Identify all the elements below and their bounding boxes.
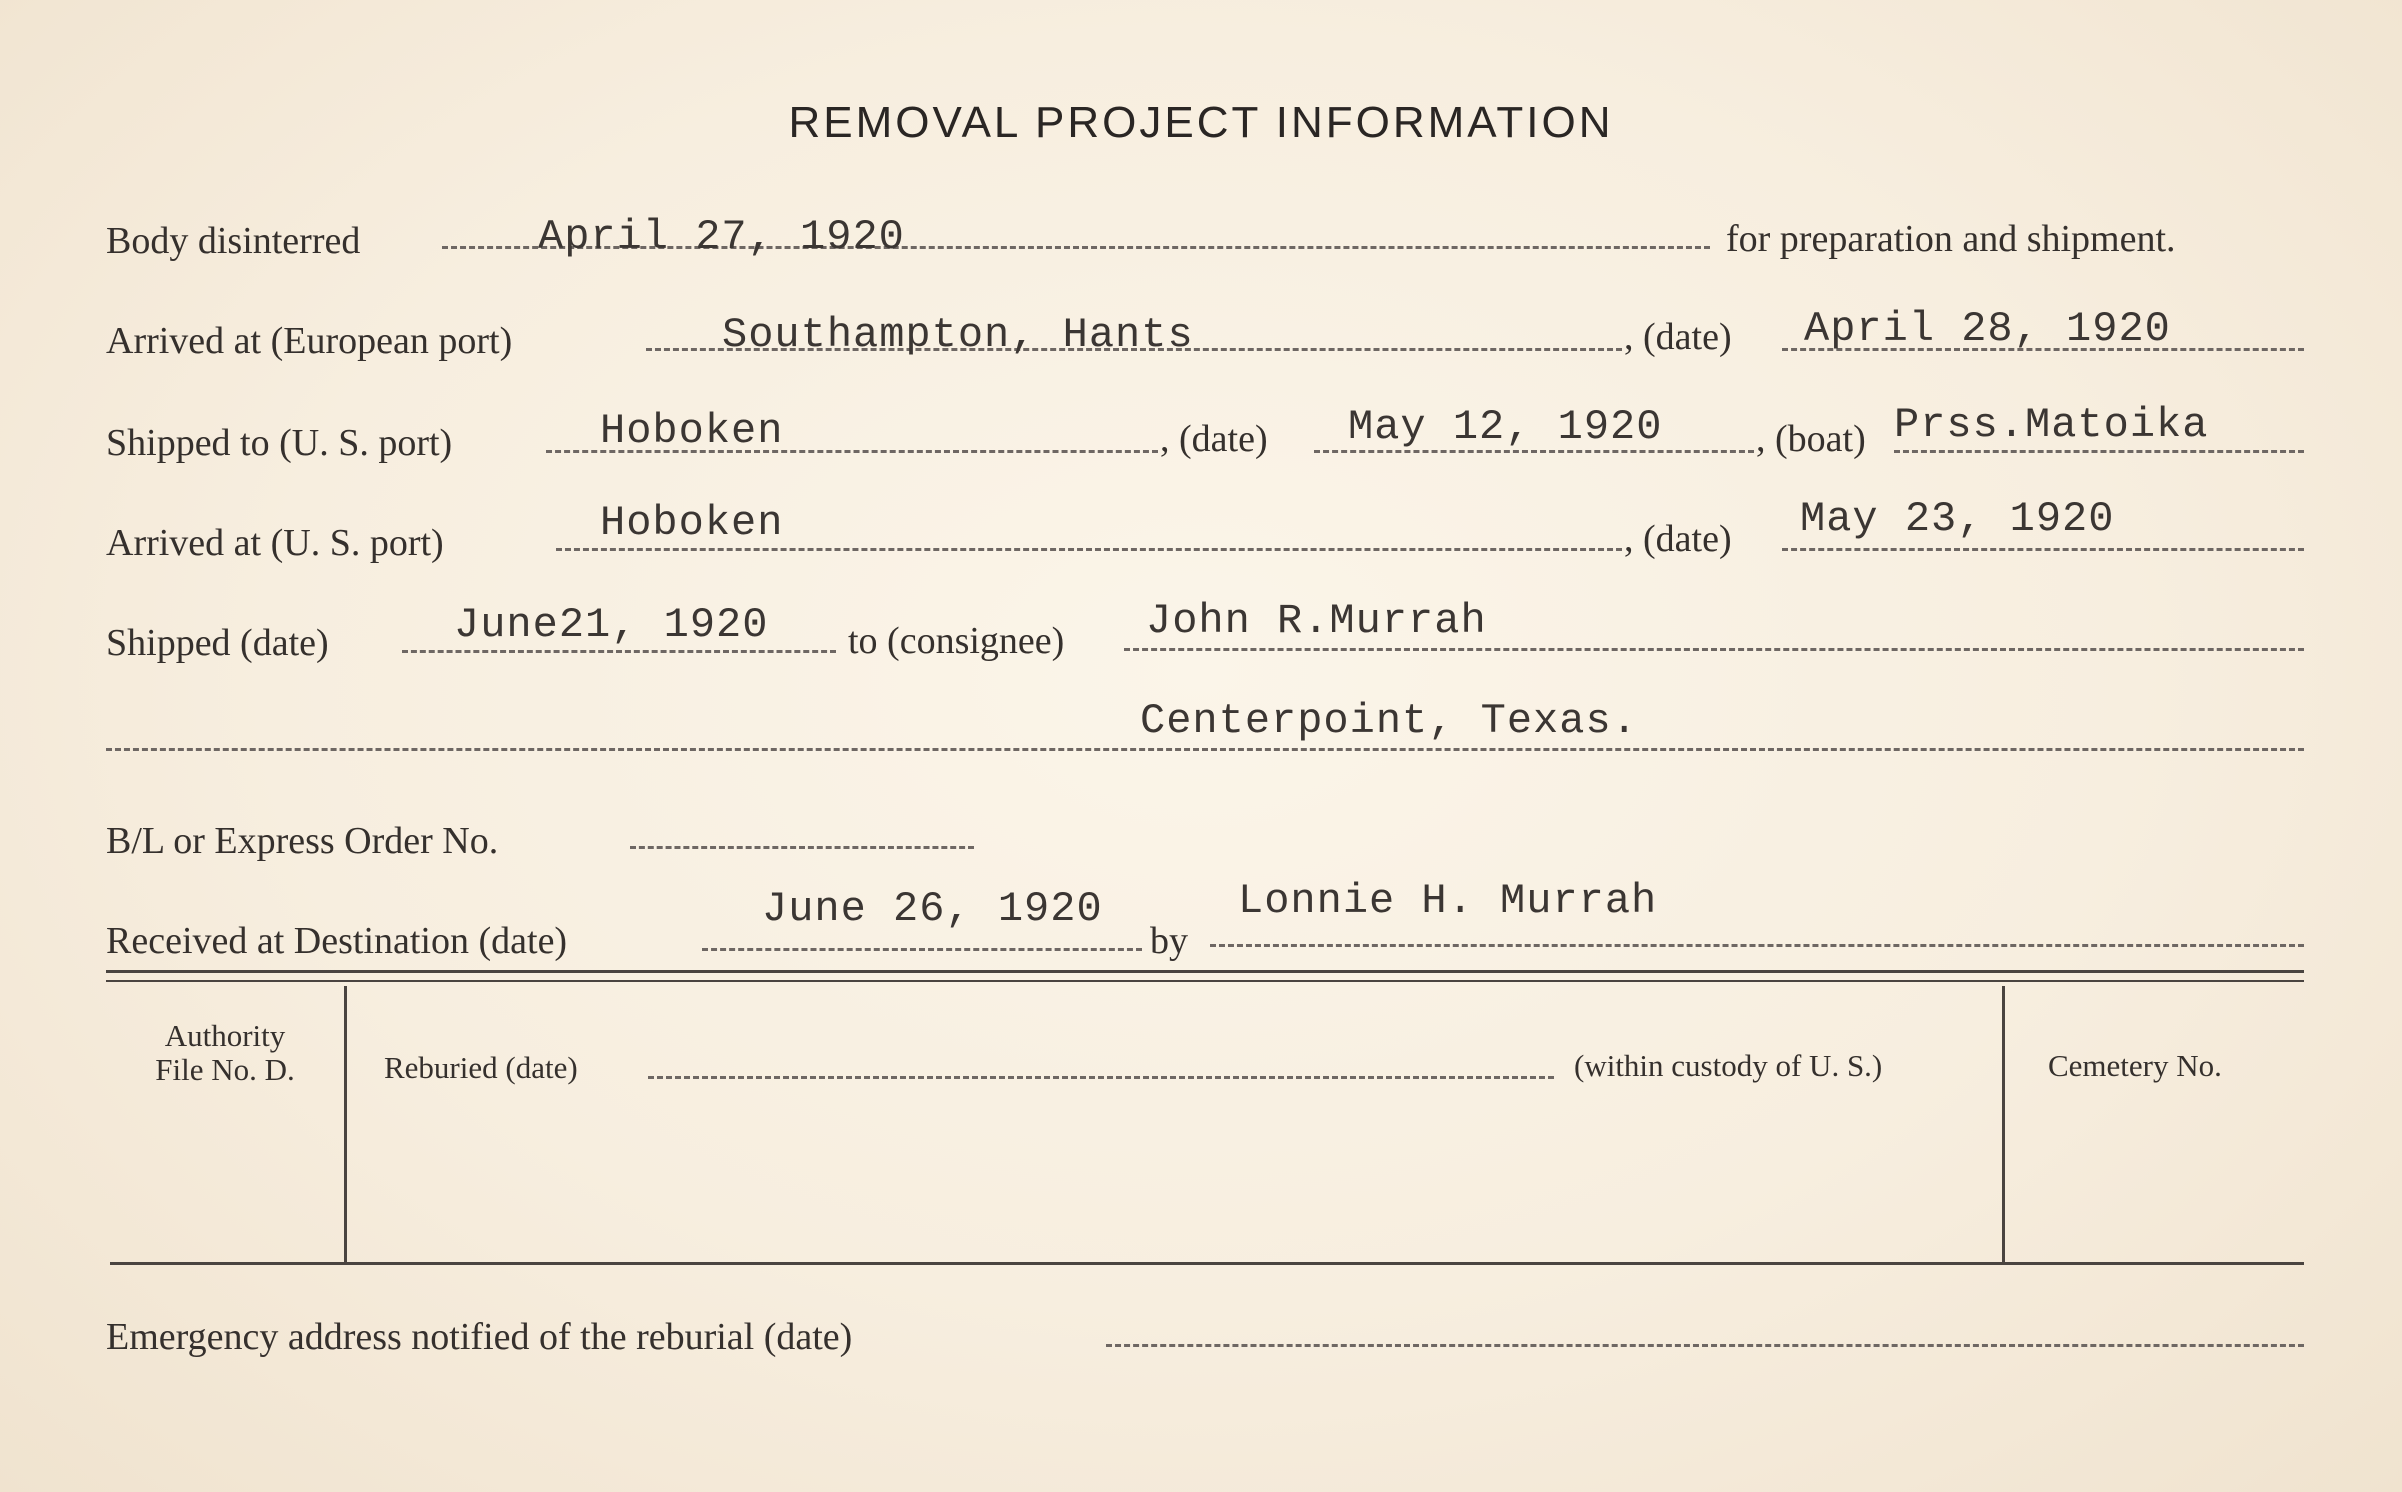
table-divider-right xyxy=(2002,986,2005,1262)
arrived-us-date-label: , (date) xyxy=(1624,518,1732,560)
reburied-line xyxy=(648,1076,1554,1079)
disinterred-date: April 27, 1920 xyxy=(538,213,905,261)
boat-line xyxy=(1894,450,2304,453)
cemetery-label: Cemetery No. xyxy=(2048,1048,2222,1083)
arrived-us-value: Hoboken xyxy=(600,499,784,547)
shipped-to-date-label: , (date) xyxy=(1160,418,1268,460)
disinterred-label: Body disinterred xyxy=(106,220,361,262)
arrived-us-label: Arrived at (U. S. port) xyxy=(106,522,444,564)
card-title: REMOVAL PROJECT INFORMATION xyxy=(788,98,1614,147)
received-date: June 26, 1920 xyxy=(762,885,1103,933)
shipped-to-value: Hoboken xyxy=(600,407,784,455)
disinterred-suffix: for preparation and shipment. xyxy=(1726,218,2176,260)
european-port-value: Southampton, Hants xyxy=(722,311,1194,359)
bl-order-line xyxy=(630,846,974,849)
boat-label: , (boat) xyxy=(1756,418,1866,460)
custody-label: (within custody of U. S.) xyxy=(1574,1048,1883,1083)
table-top-rule-1 xyxy=(106,970,2304,973)
emergency-line xyxy=(1106,1344,2304,1347)
shipped-to-label: Shipped to (U. S. port) xyxy=(106,422,453,464)
arrived-us-date-line xyxy=(1782,548,2304,551)
consignee-address: Centerpoint, Texas. xyxy=(1140,697,1638,745)
consignee-name: John R.Murrah xyxy=(1146,597,1487,645)
boat-value: Prss.Matoika xyxy=(1894,401,2209,449)
consignee-label: to (consignee) xyxy=(848,620,1065,662)
european-port-label: Arrived at (European port) xyxy=(106,320,513,362)
bl-order-label: B/L or Express Order No. xyxy=(106,820,499,862)
european-port-date: April 28, 1920 xyxy=(1804,305,2171,353)
received-label: Received at Destination (date) xyxy=(106,920,568,962)
reburied-label: Reburied (date) xyxy=(384,1050,578,1085)
file-no-label: File No. D. xyxy=(155,1052,295,1087)
address-line xyxy=(106,748,2304,751)
consignee-line xyxy=(1124,648,2304,651)
emergency-label: Emergency address notified of the reburial (date) xyxy=(106,1316,853,1358)
european-port-date-label: , (date) xyxy=(1624,316,1732,358)
authority-label: Authority xyxy=(164,1018,286,1053)
received-by-label: by xyxy=(1150,920,1188,962)
received-by-value: Lonnie H. Murrah xyxy=(1238,877,1658,925)
arrived-us-date: May 23, 1920 xyxy=(1800,495,2115,543)
received-by-line xyxy=(1210,944,2304,947)
arrived-us-line xyxy=(556,548,1622,551)
received-line xyxy=(702,948,1142,951)
table-divider-left xyxy=(344,986,347,1262)
shipped-date-value: June21, 1920 xyxy=(454,601,769,649)
shipped-date-line xyxy=(402,650,836,653)
table-top-rule-2 xyxy=(106,980,2304,982)
table-bottom-rule xyxy=(110,1262,2304,1265)
shipped-date-label: Shipped (date) xyxy=(106,622,329,664)
shipped-to-date: May 12, 1920 xyxy=(1348,403,1663,451)
